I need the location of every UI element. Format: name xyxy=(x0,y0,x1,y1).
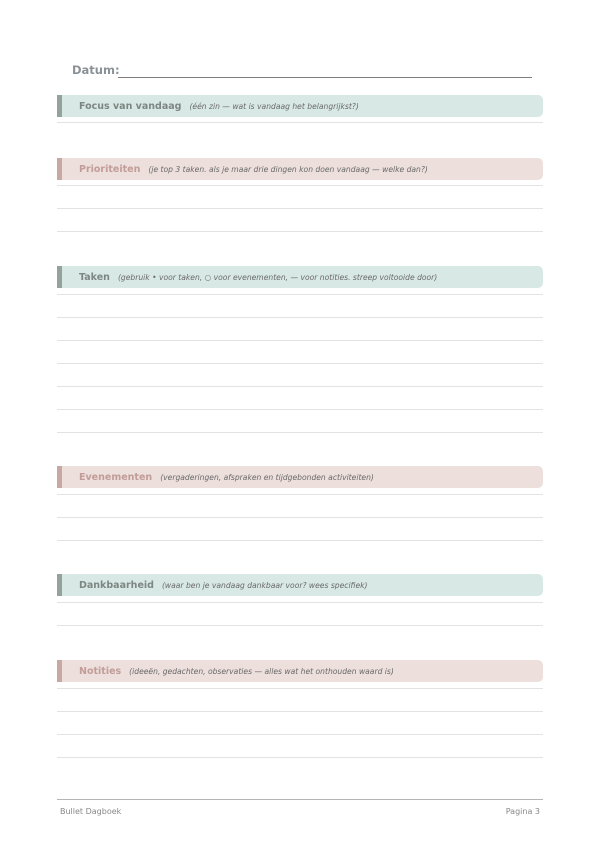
writing-line[interactable] xyxy=(57,208,543,209)
writing-line[interactable] xyxy=(57,122,543,123)
writing-line[interactable] xyxy=(57,386,543,387)
writing-line[interactable] xyxy=(57,363,543,364)
date-label: Datum: xyxy=(72,63,120,77)
section-title-focus: Focus van vandaag xyxy=(79,100,182,112)
writing-line[interactable] xyxy=(57,340,543,341)
section-title-gratitude: Dankbaarheid xyxy=(79,579,154,591)
writing-line[interactable] xyxy=(57,711,543,712)
section-header-gratitude xyxy=(57,574,543,596)
section-hint-gratitude: (waar ben je vandaag dankbaar voor? wees specifiek) xyxy=(161,580,368,590)
writing-line[interactable] xyxy=(57,231,543,232)
section-header-priorities xyxy=(57,158,543,180)
footer-title: Bullet Dagboek xyxy=(60,807,122,816)
writing-line[interactable] xyxy=(57,494,543,495)
section-header-tasks xyxy=(57,266,543,288)
writing-line[interactable] xyxy=(57,185,543,186)
writing-line[interactable] xyxy=(57,432,543,433)
writing-line[interactable] xyxy=(57,517,543,518)
date-row xyxy=(72,62,532,82)
section-title-priorities: Prioriteiten xyxy=(79,163,141,175)
footer-divider xyxy=(57,799,543,800)
section-title-notes: Notities xyxy=(79,665,122,677)
footer-page-number: Pagina 3 xyxy=(505,807,540,816)
section-hint-notes: (ideeën, gedachten, observaties — alles wat het onthouden waard is) xyxy=(129,666,394,676)
writing-line[interactable] xyxy=(57,409,543,410)
section-header-events xyxy=(57,466,543,488)
section-hint-events: (vergaderingen, afspraken en tijdgebonden activiteiten) xyxy=(160,472,374,482)
section-hint-tasks: (gebruik • voor taken, ○ voor evenementen, — voor notities. streep voltooide door) xyxy=(117,272,438,282)
section-header-focus xyxy=(57,95,543,117)
writing-line[interactable] xyxy=(57,734,543,735)
date-input-line[interactable] xyxy=(118,77,532,78)
writing-line[interactable] xyxy=(57,625,543,626)
section-hint-focus: (één zin — wat is vandaag het belangrijkst?) xyxy=(189,101,359,111)
writing-line[interactable] xyxy=(57,294,543,295)
writing-line[interactable] xyxy=(57,757,543,758)
section-title-tasks: Taken xyxy=(79,271,110,283)
section-header-notes xyxy=(57,660,543,682)
writing-line[interactable] xyxy=(57,317,543,318)
section-hint-priorities: (je top 3 taken. als je maar drie dingen kon doen vandaag — welke dan?) xyxy=(148,164,428,174)
writing-line[interactable] xyxy=(57,602,543,603)
writing-line[interactable] xyxy=(57,540,543,541)
writing-line[interactable] xyxy=(57,688,543,689)
section-title-events: Evenementen xyxy=(79,471,153,483)
